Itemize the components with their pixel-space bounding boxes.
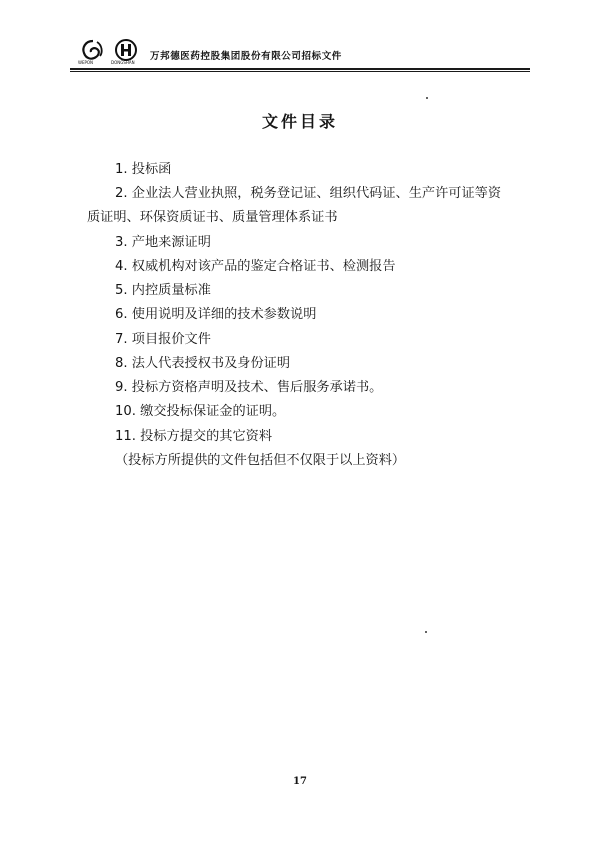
list-note: （投标方所提供的文件包括但不仅限于以上资料）	[115, 453, 406, 468]
logo-right-caption: DONGSHAN	[111, 60, 135, 65]
company-name: 万邦德医药控股集团股份有限公司招标文件	[150, 51, 342, 62]
scan-speck	[426, 97, 428, 99]
list-item: 9. 投标方资格声明及技术、售后服务承诺书。	[115, 380, 383, 395]
list-item-continuation: 质证明、环保资质证书、质量管理体系证书	[87, 210, 338, 225]
scan-speck	[425, 631, 427, 633]
page-number: 17	[293, 776, 307, 787]
list-item: 7. 项目报价文件	[115, 332, 211, 347]
list-item: 3. 产地来源证明	[115, 235, 211, 250]
list-item: 4. 权威机构对该产品的鉴定合格证书、检测报告	[115, 259, 396, 274]
list-item: 1. 投标函	[115, 162, 172, 177]
page-header	[70, 36, 530, 70]
logo-left-caption: WEPON	[78, 60, 94, 65]
document-title: 文件目录	[261, 112, 338, 131]
list-item: 5. 内控质量标准	[115, 283, 211, 298]
header-rule-thick	[70, 68, 530, 70]
list-item: 10. 缴交投标保证金的证明。	[115, 404, 286, 419]
list-item: 2. 企业法人营业执照，税务登记证、组织代码证、生产许可证等资	[115, 186, 502, 201]
list-item: 11. 投标方提交的其它资料	[115, 429, 273, 444]
list-item: 8. 法人代表授权书及身份证明	[115, 356, 291, 371]
list-item: 6. 使用说明及详细的技术参数说明	[115, 307, 317, 322]
header-rule-thin	[70, 71, 530, 72]
